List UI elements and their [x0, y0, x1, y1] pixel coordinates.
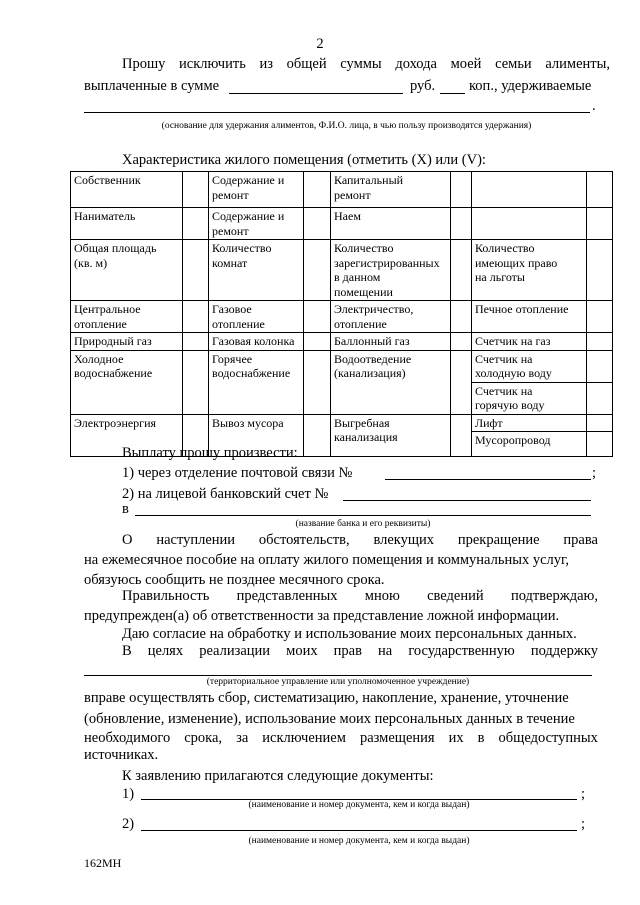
- obligations-p2-line-2: предупрежден(а) об ответственности за представление ложной информации.: [84, 608, 560, 624]
- checkbox-electric-heating[interactable]: [451, 301, 472, 333]
- cell-tenant-maintenance: Содержание и ремонт: [209, 208, 304, 240]
- word: на: [378, 643, 393, 659]
- word: В: [122, 643, 132, 659]
- word: за: [236, 730, 249, 746]
- word: срока,: [184, 730, 223, 746]
- attachments-title: К заявлению прилагаются следующие документы:: [122, 768, 434, 784]
- word: наступлении: [156, 532, 236, 548]
- kop-label: коп., удерживаемые: [469, 78, 592, 94]
- attachment-2-number: 2): [122, 816, 135, 832]
- word: прекращение: [457, 532, 540, 548]
- post-office-number-field[interactable]: [385, 479, 591, 480]
- checkbox-maintenance[interactable]: [304, 172, 331, 208]
- checkbox-garbage-removal[interactable]: [304, 414, 331, 457]
- cell-stove-heating: Печное отопление: [472, 301, 587, 333]
- word: подтверждаю,: [510, 588, 598, 604]
- payment-option-post: 1) через отделение почтовой связи №: [122, 465, 353, 481]
- cell-natural-gas: Природный газ: [71, 333, 183, 351]
- cell-cold-water: Холодное водоснабжение: [71, 350, 183, 414]
- attachment-2-field[interactable]: [141, 830, 577, 831]
- cell-empty: [472, 208, 587, 240]
- bank-prefix: в: [122, 501, 129, 517]
- checkbox-hot-water-meter[interactable]: [587, 382, 613, 414]
- checkbox-gas-water-heater[interactable]: [304, 333, 331, 351]
- cell-electric-heating: Электричество, отопление: [331, 301, 451, 333]
- alimony-caption: (основание для удержания алиментов, Ф.И.О. лица, в чью пользу производятся удержания): [161, 121, 532, 131]
- checkbox-tenant[interactable]: [183, 208, 209, 240]
- alimony-kopeks-field[interactable]: [440, 93, 465, 94]
- word: представленных: [236, 588, 338, 604]
- checkbox-central-heating[interactable]: [183, 301, 209, 333]
- input-benefit-count[interactable]: [587, 240, 613, 301]
- word: размещения: [359, 730, 435, 746]
- cell-bottled-gas: Баллонный газ: [331, 333, 451, 351]
- word: алименты,: [545, 56, 610, 72]
- bank-account-number-field[interactable]: [343, 500, 591, 501]
- word: в: [477, 730, 485, 746]
- cell-garbage-chute: Мусоропровод: [472, 432, 587, 457]
- word: прав: [333, 643, 362, 659]
- checkbox-garbage-chute[interactable]: [587, 432, 613, 457]
- word: из: [259, 56, 273, 72]
- checkbox-bottled-gas[interactable]: [451, 333, 472, 351]
- checkbox-hot-water[interactable]: [304, 350, 331, 414]
- word: моей: [450, 56, 482, 72]
- obligations-p4-line-2: вправе осуществлять сбор, систематизацию, накопление, хранение, уточнение: [84, 690, 569, 706]
- cell-owner: Собственник: [71, 172, 183, 208]
- word: исключить: [179, 56, 246, 72]
- checkbox-owner[interactable]: [183, 172, 209, 208]
- checkbox-rent[interactable]: [451, 208, 472, 240]
- cell-sewerage: Водоотведение (канализация): [331, 350, 451, 414]
- word: необходимого: [84, 730, 171, 746]
- checkbox-gas-meter[interactable]: [587, 333, 613, 351]
- alimony-basis-field[interactable]: [84, 112, 590, 113]
- cell-rent: Наем: [331, 208, 451, 240]
- word: дохода: [395, 56, 437, 72]
- authority-caption: (территориальное управление или уполномоченное учреждение): [206, 677, 470, 687]
- cell-hot-water: Горячее водоснабжение: [209, 350, 304, 414]
- rub-label: руб.: [410, 78, 436, 94]
- word: Правильность: [122, 588, 210, 604]
- obligations-p1-line-2: на ежемесячное пособие на оплату жилого помещения и коммунальных услуг,: [84, 552, 569, 568]
- cell-tenant: Наниматель: [71, 208, 183, 240]
- payment-option-bank: 2) на лицевой банковский счет №: [122, 486, 329, 502]
- bank-caption: (название банка и его реквизиты): [295, 519, 431, 529]
- payment-title: Выплату прошу произвести:: [122, 445, 298, 461]
- obligations-p1-line-1: [122, 531, 598, 549]
- word: общедоступных: [498, 730, 598, 746]
- alimony-amount-field[interactable]: [229, 93, 403, 94]
- housing-title: Характеристика жилого помещения (отметить (X) или (V):: [122, 152, 486, 168]
- checkbox-sewerage[interactable]: [451, 350, 472, 414]
- word: права: [563, 532, 598, 548]
- cell-maintenance: Содержание и ремонт: [209, 172, 304, 208]
- word: мною: [364, 588, 400, 604]
- obligations-p4-line-1: [122, 642, 598, 660]
- consent-text: Даю согласие на обработку и использование моих персональных данных.: [122, 626, 577, 642]
- input-registered-count[interactable]: [451, 240, 472, 301]
- checkbox-cold-water[interactable]: [183, 350, 209, 414]
- cell-empty: [472, 172, 587, 208]
- cell-hot-water-meter: Счетчик на горячую воду: [472, 382, 587, 414]
- housing-table: [70, 171, 613, 457]
- word: Прошу: [122, 56, 166, 72]
- attachment-1-number: 1): [122, 786, 135, 802]
- word: О: [122, 532, 133, 548]
- cell-central-heating: Центральное отопление: [71, 301, 183, 333]
- word: их: [448, 730, 464, 746]
- cell-gas-water-heater: Газовая колонка: [209, 333, 304, 351]
- word: исключением: [262, 730, 346, 746]
- cell-garbage-removal: Вывоз мусора: [209, 414, 304, 457]
- obligations-p4-line-5: источниках.: [84, 747, 159, 763]
- attachment-1-caption: (наименование и номер документа, кем и когда выдан): [248, 800, 470, 810]
- word: целях: [147, 643, 184, 659]
- footer-code: 162МН: [84, 856, 122, 870]
- alimony-dot: .: [592, 98, 596, 114]
- cell-benefit-count: Количество имеющих право на льготы: [472, 240, 587, 301]
- post-option-end: ;: [592, 465, 597, 481]
- word: общей: [286, 56, 327, 72]
- checkbox-gas-heating[interactable]: [304, 301, 331, 333]
- obligations-p4-line-3: (обновление, изменение), использование моих персональных данных в течение: [84, 711, 575, 727]
- obligations-p4-line-4: [84, 729, 598, 747]
- cell-elevator: Лифт: [472, 414, 587, 432]
- attachment-2-caption: (наименование и номер документа, кем и когда выдан): [248, 836, 470, 846]
- checkbox-empty[interactable]: [587, 172, 613, 208]
- checkbox-cold-water-meter[interactable]: [587, 350, 613, 382]
- checkbox-capital-repair[interactable]: [451, 172, 472, 208]
- word: государственную: [408, 643, 515, 659]
- cell-capital-repair: Капитальный ремонт: [331, 172, 451, 208]
- word: обстоятельств,: [258, 532, 350, 548]
- obligations-p1-line-3: обязуюсь сообщить не позднее месячного срока.: [84, 572, 385, 588]
- word: влекущих: [373, 532, 435, 548]
- cell-cesspool: Выгребная канализация: [331, 414, 451, 457]
- word: сведений: [427, 588, 484, 604]
- checkbox-tenant-maintenance[interactable]: [304, 208, 331, 240]
- input-room-count[interactable]: [304, 240, 331, 301]
- cell-gas-meter: Счетчик на газ: [472, 333, 587, 351]
- obligations-p2-line-1: [122, 587, 598, 605]
- checkbox-elevator[interactable]: [587, 414, 613, 432]
- cell-total-area: Общая площадь (кв. м): [71, 240, 183, 301]
- alimony-line-2-start: выплаченные в сумме: [84, 78, 220, 94]
- input-total-area[interactable]: [183, 240, 209, 301]
- cell-registered-count: Количество зарегистрированных в данном помещении: [331, 240, 451, 301]
- cell-electricity: Электроэнергия: [71, 414, 183, 457]
- attachment-1-end: ;: [581, 786, 586, 802]
- attachment-2-end: ;: [581, 816, 586, 832]
- checkbox-stove-heating[interactable]: [587, 301, 613, 333]
- cell-room-count: Количество комнат: [209, 240, 304, 301]
- word: семьи: [495, 56, 532, 72]
- word: реализации: [199, 643, 271, 659]
- word: моих: [286, 643, 318, 659]
- checkbox-natural-gas[interactable]: [183, 333, 209, 351]
- bank-details-field[interactable]: [135, 515, 591, 516]
- page-number: 2: [316, 36, 324, 52]
- alimony-line-1: [122, 55, 610, 73]
- cell-gas-heating: Газовое отопление: [209, 301, 304, 333]
- cell-cold-water-meter: Счетчик на холодную воду: [472, 350, 587, 382]
- checkbox-empty[interactable]: [587, 208, 613, 240]
- word: суммы: [340, 56, 382, 72]
- word: поддержку: [530, 643, 598, 659]
- checkbox-cesspool[interactable]: [451, 414, 472, 457]
